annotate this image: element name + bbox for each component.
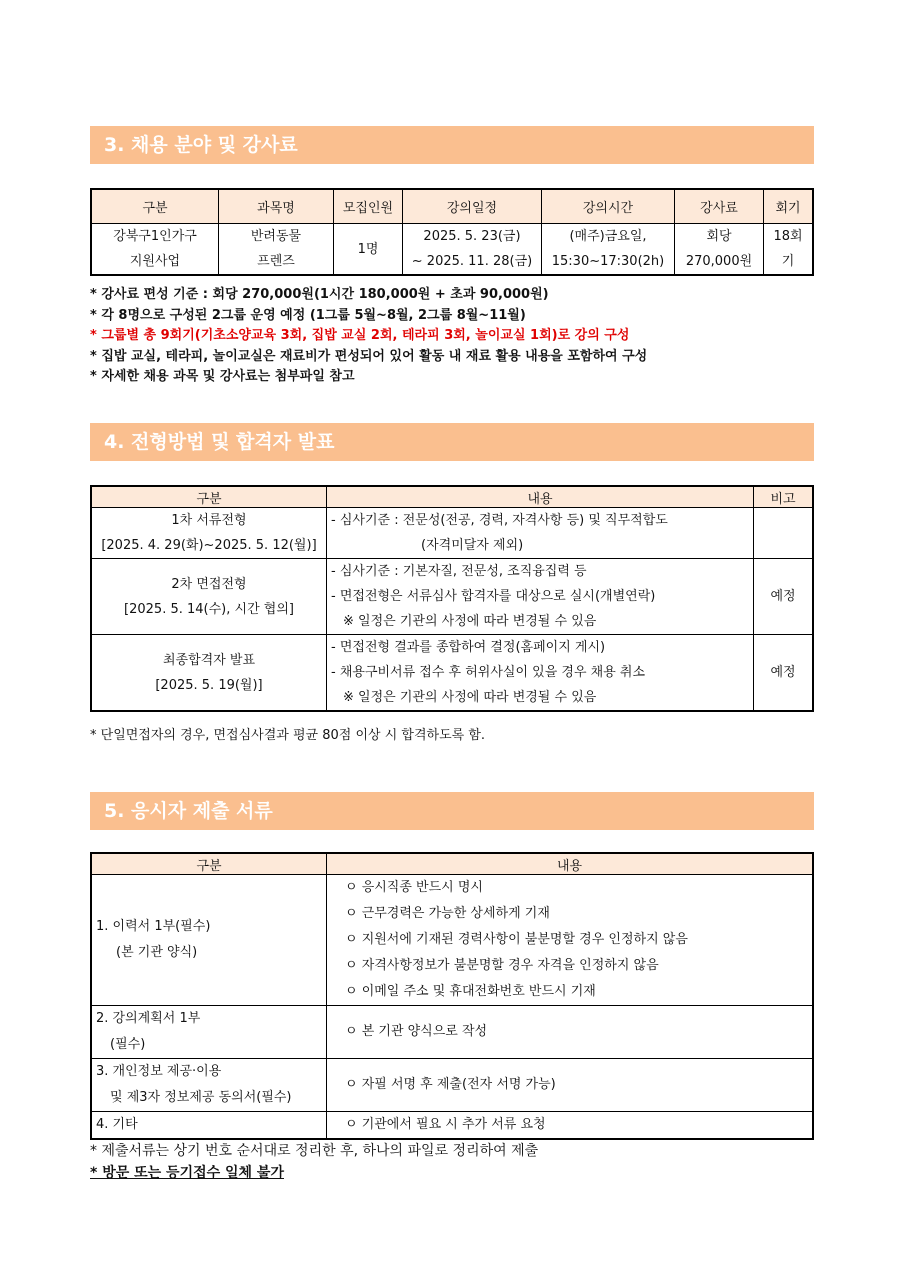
fee-schedule-line1: 2025. 5. 23(금)	[423, 229, 521, 244]
documents-content-line: ㅇ 본 기관 양식으로 작성	[345, 1024, 488, 1039]
selection-content-line: (자격미달자 제외)	[421, 538, 524, 553]
selection-category-line1: 1차 서류전형	[171, 513, 247, 528]
table-row	[91, 1006, 813, 1059]
table-row	[91, 224, 813, 276]
table-row	[91, 508, 813, 559]
fee-subject-line2: 프렌즈	[257, 254, 295, 269]
selection-category-line1: 최종합격자 발표	[162, 652, 256, 668]
fee-category-line2: 지원사업	[129, 254, 181, 269]
documents-header-content: 내용	[327, 853, 814, 875]
table-row	[91, 635, 813, 712]
fee-subject-line1: 반려동물	[250, 229, 302, 244]
selection-content-line: - 심사기준 : 전문성(전공, 경력, 자격사항 등) 및 직무적합도	[331, 513, 668, 528]
documents-category-line1: 3. 개인정보 제공·이용	[96, 1064, 222, 1079]
selection-table	[90, 485, 814, 712]
fee-note: * 각 8명으로 구성된 2그룹 운영 예정 (1그룹 5월~8월, 2그룹 8월~11월)	[90, 307, 526, 323]
section5-title: 5. 응시자 제출 서류	[90, 792, 814, 830]
section4-title: 4. 전형방법 및 합격자 발표	[90, 423, 814, 461]
documents-content-line: ㅇ 자필 서명 후 제출(전자 서명 가능)	[345, 1077, 556, 1092]
selection-content-line: - 면접전형 결과를 종합하여 결정(홈페이지 게시)	[331, 640, 606, 655]
fee-amount-line1: 회당	[706, 229, 732, 244]
fee-notes	[90, 285, 647, 388]
documents-category-line1: 2. 강의계획서 1부	[96, 1011, 201, 1026]
table-row	[91, 559, 813, 635]
selection-category-line2: [2025. 5. 19(월)]	[155, 677, 263, 693]
fee-header-schedule: 강의일정	[403, 189, 542, 224]
fee-note: * 강사료 편성 기준 : 회당 270,000원(1시간 180,000원 + 초과 90,000원)	[90, 287, 549, 302]
fee-note: * 자세한 채용 과목 및 강사료는 첨부파일 참고	[90, 369, 355, 384]
table-row	[91, 1059, 813, 1112]
fee-header-time: 강의시간	[542, 189, 675, 224]
documents-content-line: ㅇ 근무경력은 가능한 상세하게 기재	[345, 906, 550, 921]
documents-header-category: 구분	[91, 853, 327, 875]
fee-category-line1: 강북구1인가구	[113, 229, 197, 244]
documents-content-line: ㅇ 이메일 주소 및 휴대전화번호 반드시 기재	[345, 984, 596, 999]
selection-category-line2: [2025. 5. 14(수), 시간 협의]	[124, 601, 294, 617]
selection-note	[754, 508, 814, 559]
selection-content-line: - 채용구비서류 접수 후 허위사실이 있을 경우 채용 취소	[331, 665, 646, 680]
documents-table	[90, 852, 814, 1140]
selection-content-line: ※ 일정은 기관의 사정에 따라 변경될 수 있음	[343, 614, 597, 629]
fee-amount-line2: 270,000원	[685, 254, 753, 269]
table-row	[91, 1112, 813, 1140]
fee-schedule-line2: ~ 2025. 11. 28(금)	[411, 254, 533, 269]
documents-category-line1: 1. 이력서 1부(필수)	[96, 919, 211, 934]
fee-header-fee: 강사료	[675, 189, 764, 224]
fee-note: * 집밥 교실, 테라피, 놀이교실은 재료비가 편성되어 있어 활동 내 재료 활용 내용을 포함하여 구성	[90, 348, 648, 364]
selection-content-line: - 심사기준 : 기본자질, 전문성, 조직융집력 등	[331, 564, 587, 579]
documents-content-line: ㅇ 기관에서 필요 시 추가 서류 요청	[345, 1117, 546, 1132]
documents-content-line: ㅇ 자격사항정보가 불분명할 경우 자격을 인정하지 않음	[345, 958, 659, 973]
fee-sessions: 18회기	[764, 224, 814, 276]
table-row	[91, 875, 813, 1006]
documents-footnote-underlined: * 방문 또는 등기접수 일체 불가	[90, 1165, 284, 1181]
fee-note-highlight: * 그룹별 총 9회기(기초소양교육 3회, 집밥 교실 2회, 테라피 3회, 놀이교실 1회)로 강의 구성	[90, 328, 630, 343]
selection-footnote: * 단일면접자의 경우, 면접심사결과 평균 80점 이상 시 합격하도록 함.	[90, 728, 486, 743]
documents-category-line2: (본 기관 양식)	[116, 945, 198, 960]
selection-content-line: ※ 일정은 기관의 사정에 따라 변경될 수 있음	[343, 690, 597, 705]
fee-header-subject: 과목명	[219, 189, 334, 224]
section3-title: 3. 채용 분야 및 강사료	[90, 126, 814, 164]
documents-category-line1: 4. 기타	[91, 1112, 327, 1140]
selection-header-note: 비고	[754, 486, 814, 508]
selection-category-line1: 2차 면접전형	[171, 576, 247, 592]
fee-header-count: 모집인원	[334, 189, 403, 224]
fee-count: 1명	[334, 224, 403, 276]
selection-note: 예정	[754, 635, 814, 712]
documents-content-line: ㅇ 지원서에 기재된 경력사항이 불분명할 경우 인정하지 않음	[345, 932, 688, 947]
selection-content-line: - 면접전형은 서류심사 합격자를 대상으로 실시(개별연락)	[331, 589, 656, 604]
selection-category-line2: [2025. 4. 29(화)~2025. 5. 12(월)]	[101, 538, 317, 553]
documents-category-line2: (필수)	[110, 1037, 146, 1052]
documents-category-line2: 및 제3자 정보제공 동의서(필수)	[110, 1090, 292, 1105]
selection-note: 예정	[754, 559, 814, 635]
fee-header-sessions: 회기	[764, 189, 814, 224]
selection-header-category: 구분	[91, 486, 327, 508]
documents-content-line: ㅇ 응시직종 반드시 명시	[345, 880, 483, 895]
fee-table	[90, 188, 814, 276]
fee-time-line2: 15:30~17:30(2h)	[551, 254, 665, 269]
fee-time-line1: (매주)금요일,	[569, 229, 647, 244]
documents-footnote: * 제출서류는 상기 번호 순서대로 정리한 후, 하나의 파일로 정리하여 제출	[90, 1143, 539, 1159]
selection-header-content: 내용	[327, 486, 754, 508]
fee-header-category: 구분	[91, 189, 219, 224]
